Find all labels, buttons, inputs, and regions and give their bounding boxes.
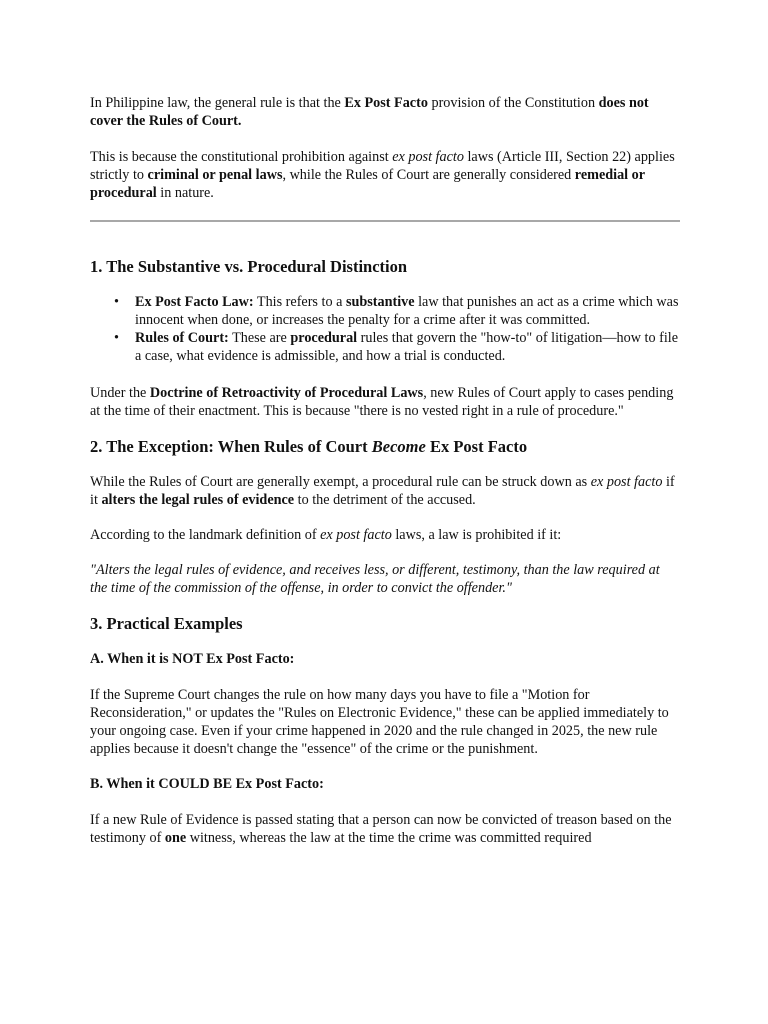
section-2-heading: 2. The Exception: When Rules of Court Become Ex Post Facto (90, 437, 528, 456)
horizontal-divider (90, 220, 680, 222)
list-item-text: Rules of Court: These are procedural rules that govern the "how-to" of litigation—how to file a case, what evidence is admissible, and how a trial is conducted. (135, 330, 679, 364)
subheading-b: B. When it COULD BE Ex Post Facto: (90, 776, 324, 792)
definition-intro-paragraph: According to the landmark definition of ex post facto laws, a law is prohibited if it: (90, 527, 562, 543)
list-item-text: Ex Post Facto Law: This refers to a substantive law that punishes an act as a crime which was innocent when done, or increases the penalty for a crime after it was committed. (135, 294, 679, 328)
subheading-a: A. When it is NOT Ex Post Facto: (90, 651, 295, 667)
intro-explanation-paragraph: This is because the constitutional prohibition against ex post facto laws (Article III, Section 22) applies strictly to criminal or penal laws, while the Rules of Court are generally considered remedial or procedural in nature. (90, 149, 675, 201)
document-body (90, 94, 680, 864)
section-3-heading: 3. Practical Examples (90, 614, 243, 633)
bullet-icon: • (114, 330, 119, 346)
distinction-list (90, 293, 680, 365)
example-b-paragraph: If a new Rule of Evidence is passed stating that a person can now be convicted of treason based on the testimony of one witness, whereas the law at the time the crime was committed required (90, 812, 672, 846)
retroactivity-paragraph: Under the Doctrine of Retroactivity of Procedural Laws, new Rules of Court apply to cases pending at the time of their enactment. This is because "there is no vested right in a rule of procedure." (90, 385, 674, 419)
section-1-heading: 1. The Substantive vs. Procedural Distinction (90, 257, 408, 276)
definition-quote: "Alters the legal rules of evidence, and receives less, or different, testimony, than the law required at the time of the commission of the offense, in order to convict the offender." (90, 562, 660, 596)
list-item (114, 329, 680, 365)
intro-paragraph: In Philippine law, the general rule is that the Ex Post Facto provision of the Constitution does not cover the Rules of Court. (90, 95, 649, 129)
bullet-icon: • (114, 294, 119, 310)
exception-paragraph: While the Rules of Court are generally exempt, a procedural rule can be struck down as ex post facto if it alters the legal rules of evidence to the detriment of the accused. (90, 474, 675, 508)
example-a-paragraph: If the Supreme Court changes the rule on how many days you have to file a "Motion for Reconsideration," or updates the "Rules on Electronic Evidence," these can be applied immediately to your ongoing case. Even if your crime happened in 2020 and the rule changed in 2025, the new rule applies because it doesn't change the "essence" of the crime or the punishment. (90, 687, 669, 757)
list-item (114, 293, 680, 329)
